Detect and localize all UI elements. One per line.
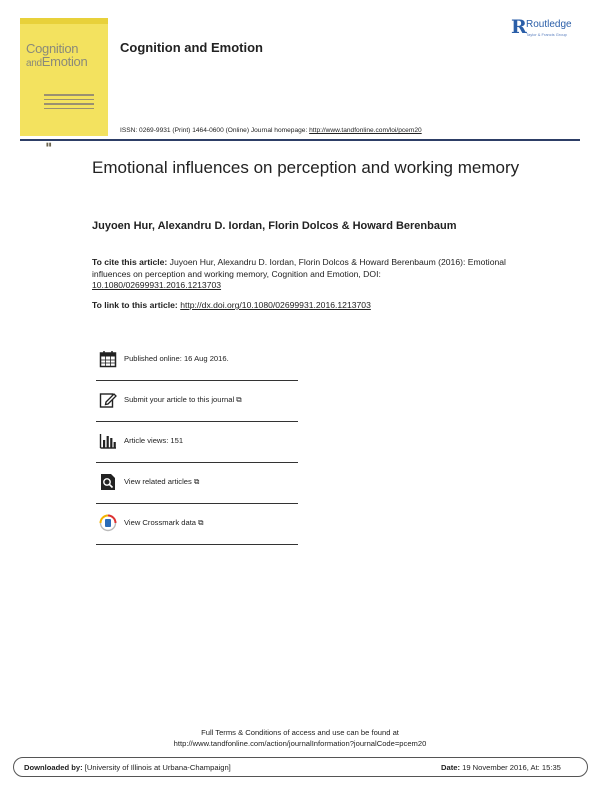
- published-text: Published online: 16 Aug 2016.: [124, 354, 229, 363]
- edit-icon: [99, 391, 117, 409]
- cover-title: [26, 42, 87, 70]
- header-rule: [20, 139, 580, 141]
- publisher-name: Routledge: [526, 19, 572, 30]
- meta-views: [96, 422, 298, 463]
- cover-band: [20, 18, 108, 24]
- download-date: [441, 763, 561, 772]
- journal-homepage-link[interactable]: http://www.tandfonline.com/loi/pcem20: [309, 127, 422, 134]
- cover-logo: ▮▮: [46, 142, 52, 148]
- cover-title-line2: Emotion: [41, 54, 88, 69]
- related-search-icon: [99, 473, 117, 491]
- date-value: 19 November 2016, At: 15:35: [460, 763, 561, 772]
- downloaded-by: [24, 763, 231, 772]
- meta-crossmark[interactable]: [96, 504, 298, 545]
- journal-title: Cognition and Emotion: [120, 40, 263, 55]
- terms-text: Full Terms & Conditions of access and use can be found at: [201, 728, 399, 737]
- citation-text: Juyoen Hur, Alexandru D. Iordan, Florin Dolcos & Howard Berenbaum (2016): Emotional influences on perception and working memory, Cognition and Emotion, DOI:: [92, 257, 506, 279]
- citation-doi-link[interactable]: 10.1080/02699931.2016.1213703: [92, 280, 222, 290]
- journal-cover: [20, 18, 108, 148]
- calendar-icon: [99, 350, 117, 368]
- external-link-icon: ⧉: [236, 395, 242, 404]
- meta-submit[interactable]: [96, 381, 298, 422]
- downloaded-value: [University of Illinois at Urbana-Champaign]: [82, 763, 231, 772]
- external-link-icon: ⧉: [193, 477, 200, 486]
- download-info-box: [13, 757, 588, 777]
- bar-chart-icon: [99, 432, 117, 450]
- views-text: Article views: 151: [124, 436, 184, 445]
- crossmark-link[interactable]: [124, 518, 204, 528]
- cover-title-and: and: [26, 58, 42, 69]
- crossmark-icon: [99, 514, 117, 532]
- related-link[interactable]: [124, 477, 199, 487]
- citation-label: To cite this article:: [92, 257, 168, 267]
- article-link-url[interactable]: http://dx.doi.org/10.1080/02699931.2016.1213703: [180, 300, 371, 310]
- article-authors: Juyoen Hur, Alexandru D. Iordan, Florin Dolcos & Howard Berenbaum: [92, 220, 457, 232]
- downloaded-label: Downloaded by:: [24, 763, 83, 772]
- external-link-icon: ⧉: [198, 518, 204, 527]
- related-text: View related articles: [124, 477, 192, 486]
- issn-text: ISSN: 0269-9931 (Print) 1464-0600 (Online) Journal homepage:: [120, 127, 310, 134]
- article-link-line: [92, 300, 371, 310]
- citation-block: [92, 257, 532, 292]
- publisher-sub: Taylor & Francis Group: [526, 32, 567, 37]
- cover-title-line1: Cognition: [26, 41, 79, 56]
- cover-lines: [44, 94, 94, 112]
- submit-link[interactable]: [124, 395, 242, 405]
- date-label: Date:: [441, 763, 460, 772]
- meta-related[interactable]: [96, 463, 298, 504]
- crossmark-text: View Crossmark data: [124, 518, 197, 527]
- meta-published: [96, 340, 298, 381]
- publisher-logo: [511, 17, 586, 41]
- submit-text: Submit your article to this journal: [124, 395, 235, 404]
- article-meta-list: [96, 340, 298, 545]
- terms-url[interactable]: http://www.tandfonline.com/action/journalInformation?journalCode=pcem20: [173, 739, 427, 748]
- article-link-label: To link to this article:: [92, 300, 178, 310]
- issn-line: [120, 127, 422, 134]
- routledge-r-icon: R: [511, 16, 527, 38]
- article-title: Emotional influences on perception and working memory: [92, 158, 520, 177]
